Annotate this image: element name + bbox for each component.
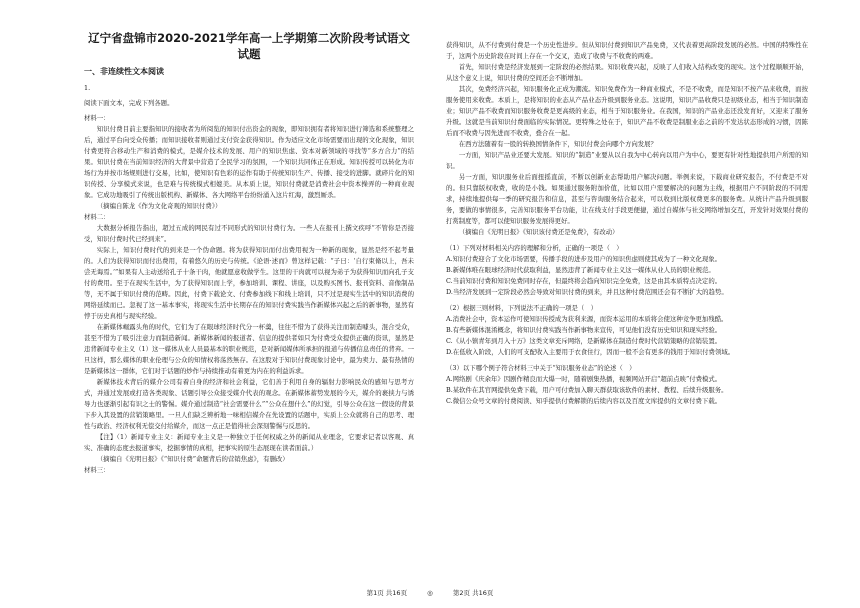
material-3-label: 材料三： xyxy=(84,466,110,474)
material-2-paragraph-4: 新媒体技术背后的媒介公司有着自身的经济和社会利益，它们善于利用自身的辐射力影响民众的感知与思考方式，并通过发展或打造各类现象、话题引导公众接受媒介代表的观念。在新媒体蓄势发展的今天，媒介的裹挟力与诱导力也逐渐引起有识之士的警惕。媒介通过制造“社会需要什么”“公众在想什么”的幻觉，引导公众在这一假设的背景下步入其设置的营销策略里。一旦人们缺乏辨析地一味相信媒介在先设置的话题中，实质上公众就将自己的思考、理性与政治、经济权利无偿交付给媒介，而这一点正是值得社会深刻警惕与反思的。 xyxy=(84,378,414,430)
question-3-option-c: C.微信公众号文章的付费阅读、知乎提供付费解锁的后续内容以及百度文库提供的文章付费下载。 xyxy=(446,397,722,405)
question-2-option-a: A.消费社会中，资本运作可使知识传授成为获利来源，而资本运用的本质将会使这种竞争更加残酷。 xyxy=(446,315,728,323)
question-1-option-a: A.知识付费迎合了文化市场需要，传播手段的进步及用户的知识焦虑则使其成为了一种文化现象。 xyxy=(446,255,722,263)
question-2-option-b: B.有些新媒体混淆概念，将知识付费实践当作新事物来宣传，可见他们没有历史知识和现实经验。 xyxy=(446,326,722,334)
right-page xyxy=(430,0,860,608)
question-1-stem: （1）下列对材料相关内容的理解和分析，正确的一项是（ ） xyxy=(446,244,623,252)
material-3-source: （摘编自《光明日报》《知识该付费还是免费》，有改动） xyxy=(458,228,619,236)
reading-intro: 阅读下面文本，完成下列各题。 xyxy=(84,99,174,107)
question-3-option-a: A.网络剧《庆余年》因剧作精良而大爆一时，随着剧集热播，视频网站开启“超前点映”付费模式。 xyxy=(446,375,722,383)
question-3-stem: （3）以下哪个例子符合材料三中关于“知识服务业态”的论述（ ） xyxy=(446,364,636,372)
material-1-label: 材料一： xyxy=(84,114,110,122)
question-2-option-c: C.《从小镇青年到月入十万》这类文章充斥网络，是新媒体在制造付费时代营销策略的营销装置。 xyxy=(446,337,722,345)
page-footer xyxy=(0,588,860,597)
question-1-option-b: B.新媒体唯在眼球经济时代获取利益，显然违背了新闻专业主义这一媒体从业人员的职业规范。 xyxy=(446,266,715,274)
separator-circle-icon: ◎ xyxy=(427,589,433,597)
material-2-source: （摘编自《光明日报》《“知识付费”命题背后的营销焦虑》，有删改） xyxy=(96,455,289,463)
page-number-right: 第2页 共16页 xyxy=(452,589,494,597)
question-2-option-d: D.在低收入阶段，人们的可支配收入主要用于衣食住行，因而一般不会有更多的钱用于知识付费领域。 xyxy=(446,348,735,356)
material-3-paragraph-6: 另一方面，知识服务业后面扭摇直前，不断以创新业态帮助用户解决问题。举例来说，下载商业研究报告，不付费是不对的。但只靠版权收费，收的是小钱。如果通过服务附加价值，比如以用户需要解决的问题为主线，根据用户不同阶段的不同需求，持续地提供每一季的研究报告和信息，甚至与咨询服务结合起来，可以收到比版权费更多的服务费。从统计产品升级到服务，要做的事情很多，完善知识服务平台功能，让在线支付手段更便捷，通过自媒体与社交网络增加交互，开发针对效果付费的打赏制度等，都可以使知识服务发展得更好。 xyxy=(446,173,808,225)
question-3-option-b: B.某软件在其官网提供免费下载，用户可付费加入聊天群获取该软件的素材、教程、后续升级服务。 xyxy=(446,386,728,394)
document-title: 辽宁省盘锦市2020-2021学年高一上学期第二次阶段考试语文试题 xyxy=(88,31,410,61)
material-3-paragraph-4: 在西方法随着有一股的转换国情条件下，知识付费会向哪个方向发展？ xyxy=(458,140,657,148)
question-1-option-c: C.当前知识付费和知识免费同时存在，但最终将会趋向知识完全免费，这是由其本质特点决定的。 xyxy=(446,277,722,285)
question-1-option-d: D.当经济发展到一定阶段必然会导致对知识付费的到来，并且这种付费范围还会有不断扩大的趋势。 xyxy=(446,288,728,296)
material-2-paragraph-1: 大数据分析报告指出，超过五成的网民有过不同形式的知识付费行为。一些人在报刊上撰文疾呼“不管你是否接受，知识付费时代已经到来”。 xyxy=(84,224,414,243)
section-heading: 一、非连续性文本阅读 xyxy=(84,67,164,76)
page-number-left: 第1页 共16页 xyxy=(366,589,408,597)
material-2-note: 【注】（1）新闻专业主义：新闻专业主义是一种独立于任何权威之外的新闻从业理念，它要求记者以客观、真实、准确的态度去报道事实，挖掘事情的真相，把事实的原生态展现在读者面前。） xyxy=(84,433,414,452)
material-3-paragraph-5: 一方面，知识产品业还要大发展。知识的“制造”业要从以自我为中心转向以用户为中心，要更有针对性地提供用户所需的知识。 xyxy=(446,151,808,170)
material-1-paragraph: 知识付费目前主要指知识的接收者为所阅览的知识付出资金的现象，即知识拥有者将知识进行筛选和系统整理之后，通过平台向受众传播；而知识接收者则通过支付资金获得知识。作为适应文化市场需要而出现的文化现象，知识付费更符合移动生产和消费的模式，是媒介技术的发展、用户的知识焦虑、资本对新领域的寻找等“多方合力”的结果。知识付费在当前知识经济的大背景中营造了全民学习的氛围，一个知识共同体正在形成。知识传授可以转化为市场行为并按市场规则进行交易，比如，使知识有色彩的运作有助于传统知识生产、传播、接受的进脚。就碎片化的知识传授、分享模式来说，也是难与传统模式相媲美。从本质上说，知识付费就是消费社会中资本操弄的一种商业现象。它成功地吸引了传统出版机构、新媒体、各大网络平台纷纷涌入这片红海，激烈厮杀。 xyxy=(84,125,414,199)
question-number: 1. xyxy=(84,84,91,92)
material-3-paragraph-3: 其次，免费经济兴起，知识服务化正成为潮流。知识免费作为一种商业模式，不是不收费，而是知识不按产品来收费，而按服务使用来收费。本质上，是将知识的业态从产品业态升级到服务业态。这说明，知识产品收费只是初级业态，相当于知识制造业；知识产品不收费而知识服务收费是更高级的业态，相当于知识服务业。在我国，知识的产品业态还没发育好，又迎来了服务升级。这就是当前知识付费面临的实际情况。更特殊之处在于，知识产品不收费是制服业态之前的不发达状态形成的习惯，因陈后而不收费与因先进而不收费，叠合在一起。 xyxy=(446,85,808,137)
material-2-paragraph-3: 在新媒体崛露头角的时代，它们为了在眼球经济时代分一杯羹，往往不惜为了获得关注而制造噱头，混合受众，甚至不惜为了吸引注意力而制造新闻。新媒体新闻的报道者、信息的提供者如只为付费受众提供正确的资讯，显然是违背新闻专业主义（1）这一媒体从业人员最基本的职业规范，是对新闻媒体所承担的报道与传播信息责任的背弃。一旦这样，那么媒体的职业伦理与公众的知情权将荡然無存。在这股对于知识付费现象讨论中，最为卖力、最有热情的是新媒体这一群体，它们对于话题的炒作与持续推动有着更为内在的利益诉求。 xyxy=(84,323,414,375)
material-1-source: （摘编自陈龙《作为文化奇观的知识付费》） xyxy=(96,202,222,210)
material-2-paragraph-2: 实际上，知识付费时代的到来是一个伪命题。将为获得知识而付出费用视为一种新的现象，显然是经不起考量的。人们为获得知识而付出费用，有着悠久的历史与传统。《论语·述而》曾这样记载：“子曰：‘自行束脩以上，吾未尝无诲焉。’”如果有人主动送给孔子十条干肉，他就愿意收做学生。这里的干肉就可以视为弟子为获得知识而向孔子支付的费用。至于在现实生活中，为了获得知识而上学，参加培训、课程、讲座，以及购买图书、报刊资料、音像制品等，无不属于知识付费的范畴。因此，付费下载论文、付费参加线下和线上培训，只不过是现实生活中的知识消费的网络延续而已。忽视了这一基本事实，将现实生活中长期存在的知识付费实践当作新媒体兴起之后的新事物，显然有悖于历史真相与现实经验。 xyxy=(84,246,414,320)
material-2-label: 材料二： xyxy=(84,213,110,221)
material-3-paragraph-2: 首先，知识付费是经济发展到一定阶段的必然结果。知识收费兴起，反映了人们收入结构改变的现实。这个过程顺顺开始，从这个意义上说，知识付费的空间还会不断增加。 xyxy=(446,63,808,82)
question-2-stem: （2）根据三则材料，下列说法不正确的一项是（ ） xyxy=(446,304,598,312)
material-3-paragraph-1: 获得知识，从不付费到付费是一个历史性进步。但从知识付费到知识产品免费，又代表着更高阶段发展的必然。中国的特殊性在于，这两个历史阶段在时间上存在一个交叉，造成了收费与不收费的两难。 xyxy=(446,41,808,60)
